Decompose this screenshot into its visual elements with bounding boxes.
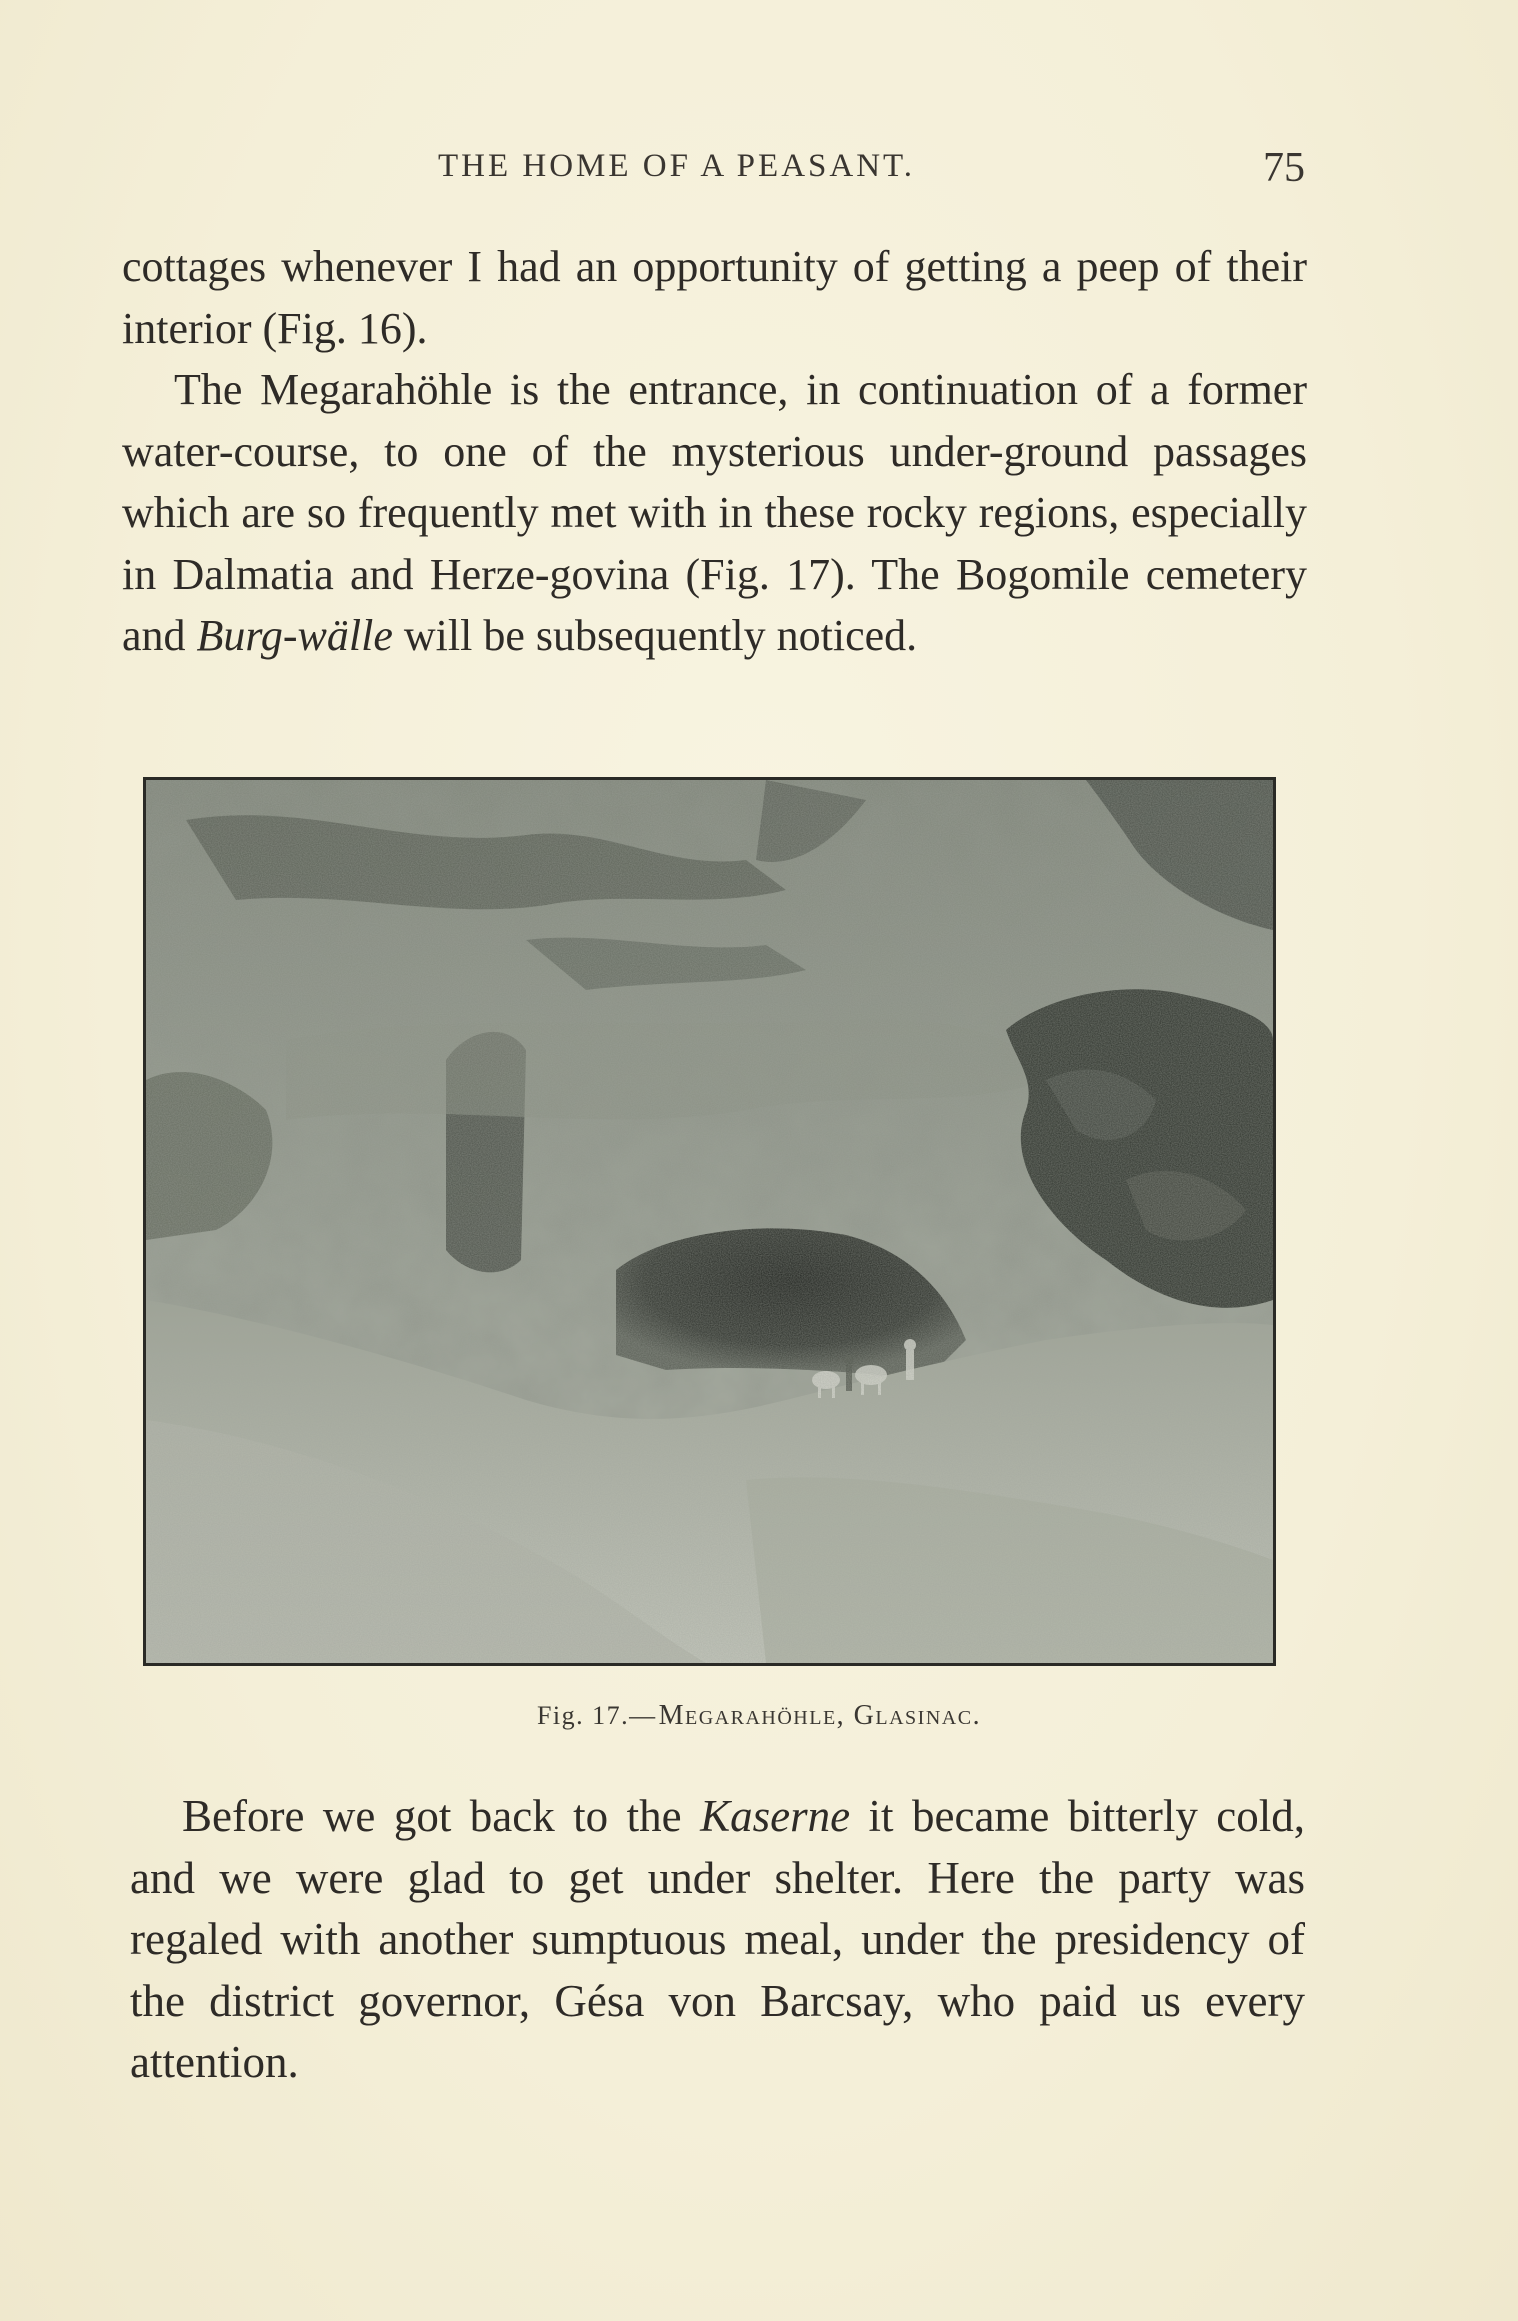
- burgwalle-italic: Burg-wälle: [196, 611, 393, 660]
- page-number: 75: [1263, 145, 1305, 191]
- paragraph-cottages: cottages whenever I had an opportunity of getting a peep of their interior (Fig. 16).: [122, 242, 1307, 353]
- figure-label: Fig. 17.—: [536, 1701, 657, 1730]
- paragraph-kaserne: [130, 1786, 1305, 2094]
- kaserne-italic: Kaserne: [700, 1791, 851, 1841]
- figure-title: Megarahöhle, Glasinac.: [658, 1700, 982, 1731]
- running-head: [120, 145, 1305, 198]
- paragraph-kaserne-text: Before we got back to the: [182, 1791, 701, 1841]
- paragraph-megarahohle-end: will be subsequently noticed.: [392, 611, 918, 660]
- paragraph-megarahohle: [122, 359, 1307, 667]
- paragraph-megarahohle-text: The Megarahöhle is the entrance, in continuation of a former water-course, to one of the mysterious under-ground passages which are so frequently met with in these rocky regions, especially in Dalmatia and Herze-govina (Fig. 17). The Bogomile cemetery and: [122, 365, 1307, 660]
- figure-caption: [0, 1700, 1518, 1732]
- bottom-text-block: [130, 1786, 1305, 2094]
- top-text-block: [122, 236, 1307, 667]
- paragraph-kaserne-end: it became bitterly cold, and we were glad to get under shelter. Here the party was regaled with another sumptuous meal, under the presidency of the district governor, Gésa von Barcsay, who paid us every attention.: [130, 1791, 1305, 2087]
- running-title: THE HOME OF A PEASANT.: [438, 148, 916, 184]
- cave-photograph: [143, 777, 1276, 1666]
- cave-halftone-illustration: [146, 780, 1273, 1663]
